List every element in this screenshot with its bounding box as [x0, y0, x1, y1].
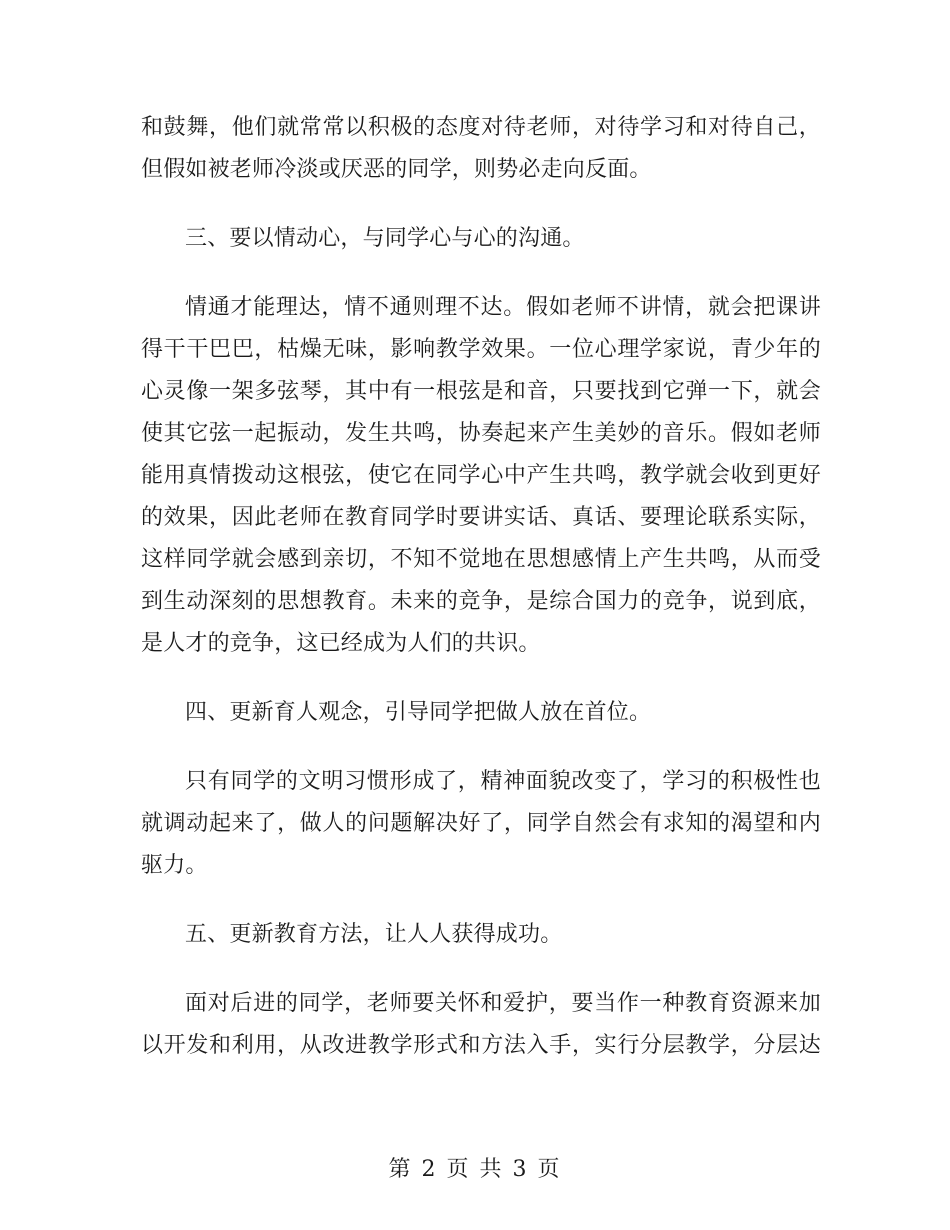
text-line: 的效果，因此老师在教育同学时要讲实话、真话、要理论联系实际，	[141, 505, 821, 530]
section-heading	[141, 218, 821, 260]
body-paragraph	[141, 761, 821, 887]
text-line: 能用真情拨动这根弦，使它在同学心中产生共鸣，教学就会收到更好	[141, 463, 821, 488]
text-line: 到生动深刻的思想教育。未来的竞争，是综合国力的竞争，说到底，	[141, 589, 821, 614]
text-line: 驱力。	[141, 853, 208, 878]
text-line: 情通才能理达，情不通则理不达。假如老师不讲情，就会把课讲	[185, 295, 821, 320]
section-heading	[141, 914, 821, 956]
text-line: 四、更新育人观念，引导同学把做人放在首位。	[185, 700, 652, 725]
text-line: 三、要以情动心，与同学心与心的沟通。	[185, 226, 585, 251]
text-line: 心灵像一架多弦琴，其中有一根弦是和音，只要找到它弹一下，就会	[141, 379, 821, 404]
body-paragraph	[141, 983, 821, 1067]
text-line: 这样同学就会感到亲切，不知不觉地在思想感情上产生共鸣，从而受	[141, 547, 821, 572]
page-footer: 第 2 页 共 3 页	[388, 1157, 562, 1182]
body-paragraph	[141, 107, 821, 191]
text-line: 但假如被老师冷淡或厌恶的同学，则势必走向反面。	[141, 157, 652, 182]
text-line: 使其它弦一起振动，发生共鸣，协奏起来产生美妙的音乐。假如老师	[141, 421, 821, 446]
text-line: 就调动起来了，做人的问题解决好了，同学自然会有求知的渴望和内	[141, 811, 821, 836]
text-line: 以开发和利用，从改进教学形式和方法入手，实行分层教学，分层达	[141, 1033, 821, 1058]
text-line: 和鼓舞，他们就常常以积极的态度对待老师，对待学习和对待自己，	[141, 115, 821, 140]
text-line: 面对后进的同学，老师要关怀和爱护，要当作一种教育资源来加	[185, 991, 821, 1016]
body-paragraph	[141, 287, 821, 665]
section-heading	[141, 692, 821, 734]
document-body	[141, 107, 821, 1094]
text-line: 只有同学的文明习惯形成了，精神面貌改变了，学习的积极性也	[185, 769, 821, 794]
text-line: 五、更新教育方法，让人人获得成功。	[185, 922, 563, 947]
text-line: 得干干巴巴，枯燥无味，影响教学效果。一位心理学家说，青少年的	[141, 337, 821, 362]
text-line: 是人才的竞争，这已经成为人们的共识。	[141, 631, 541, 656]
